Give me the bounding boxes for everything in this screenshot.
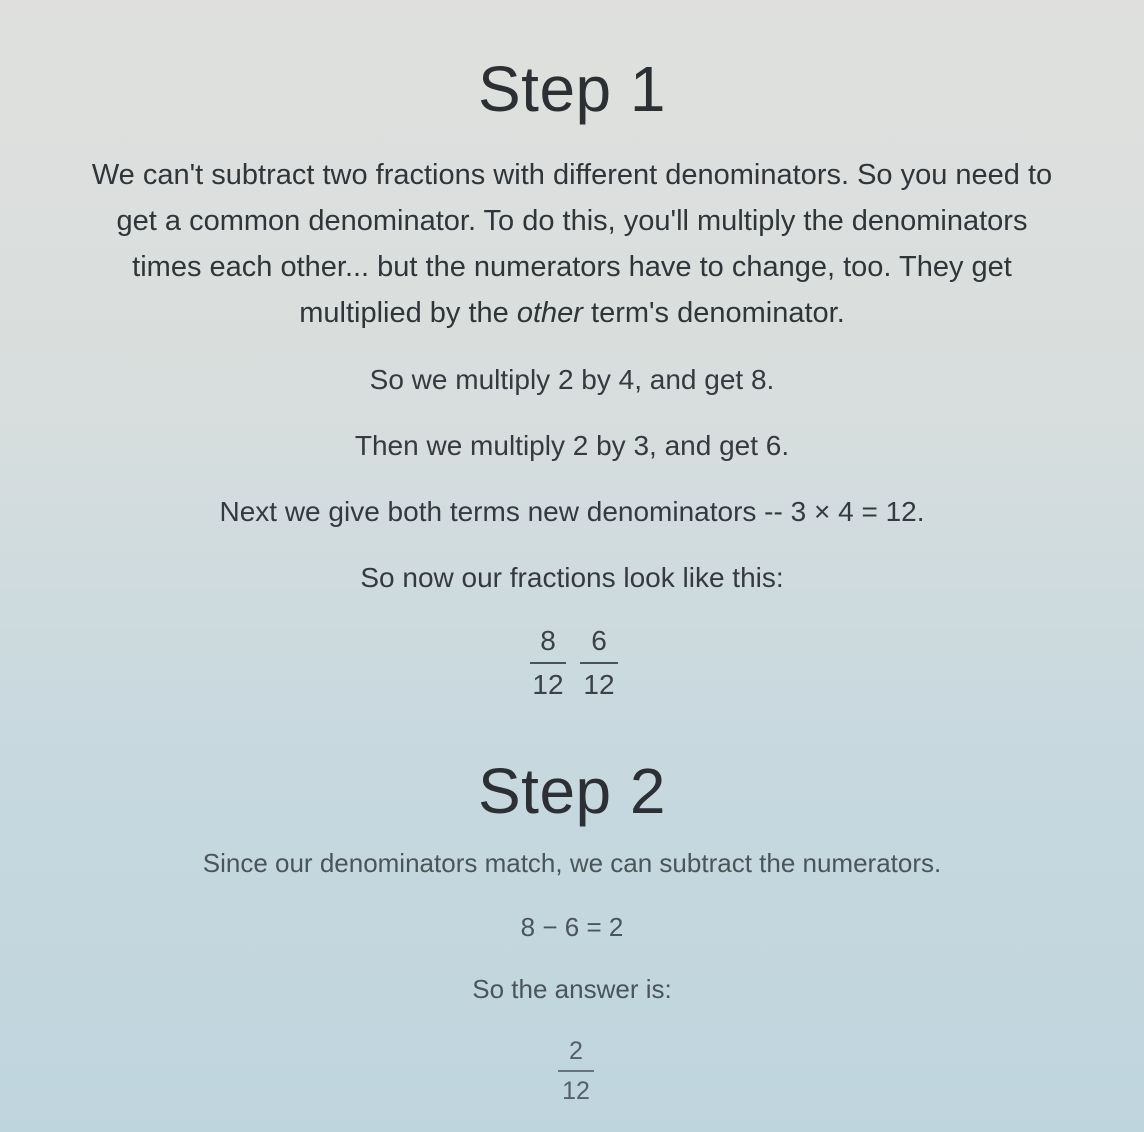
step-1-explanation — [90, 152, 1054, 336]
answer-denominator: 12 — [562, 1077, 590, 1105]
fraction-a-denominator: 12 — [532, 669, 564, 700]
fraction-b — [580, 624, 618, 702]
step-1-heading: Step 1 — [477, 53, 667, 125]
answer-fraction — [558, 1036, 594, 1106]
explanation-emphasis: other — [516, 297, 583, 329]
fraction-b-bar — [580, 662, 618, 664]
explanation-text-start: We can't subtract two fractions with different denominators. So you need to get a common denominator. To do this, you'll multiply the denominators times each other... but the numerators have to change, too. They get multiplied by the — [91, 159, 1053, 329]
step-1-line-2: Then we multiply 2 by 3, and get 6. — [354, 430, 790, 461]
answer-bar — [558, 1070, 594, 1072]
step-1-line-1: So we multiply 2 by 4, and get 8. — [369, 364, 775, 395]
explanation-text-end: term's denominator. — [582, 297, 845, 329]
fraction-a-bar — [530, 662, 566, 664]
step-2-equation: 8 − 6 = 2 — [520, 912, 624, 942]
fraction-a — [530, 624, 566, 702]
fraction-a-numerator: 8 — [540, 625, 556, 656]
step-1-line-3: Next we give both terms new denominators -- 3 × 4 = 12. — [219, 496, 925, 527]
step-2-line-2: So the answer is: — [472, 974, 672, 1004]
step-2-line-1: Since our denominators match, we can subtract the numerators. — [202, 848, 942, 878]
fraction-b-denominator: 12 — [583, 669, 615, 700]
step-2-heading: Step 2 — [477, 755, 667, 827]
step-1-line-4: So now our fractions look like this: — [360, 562, 784, 593]
answer-numerator: 2 — [569, 1037, 583, 1065]
fraction-b-numerator: 6 — [591, 625, 607, 656]
